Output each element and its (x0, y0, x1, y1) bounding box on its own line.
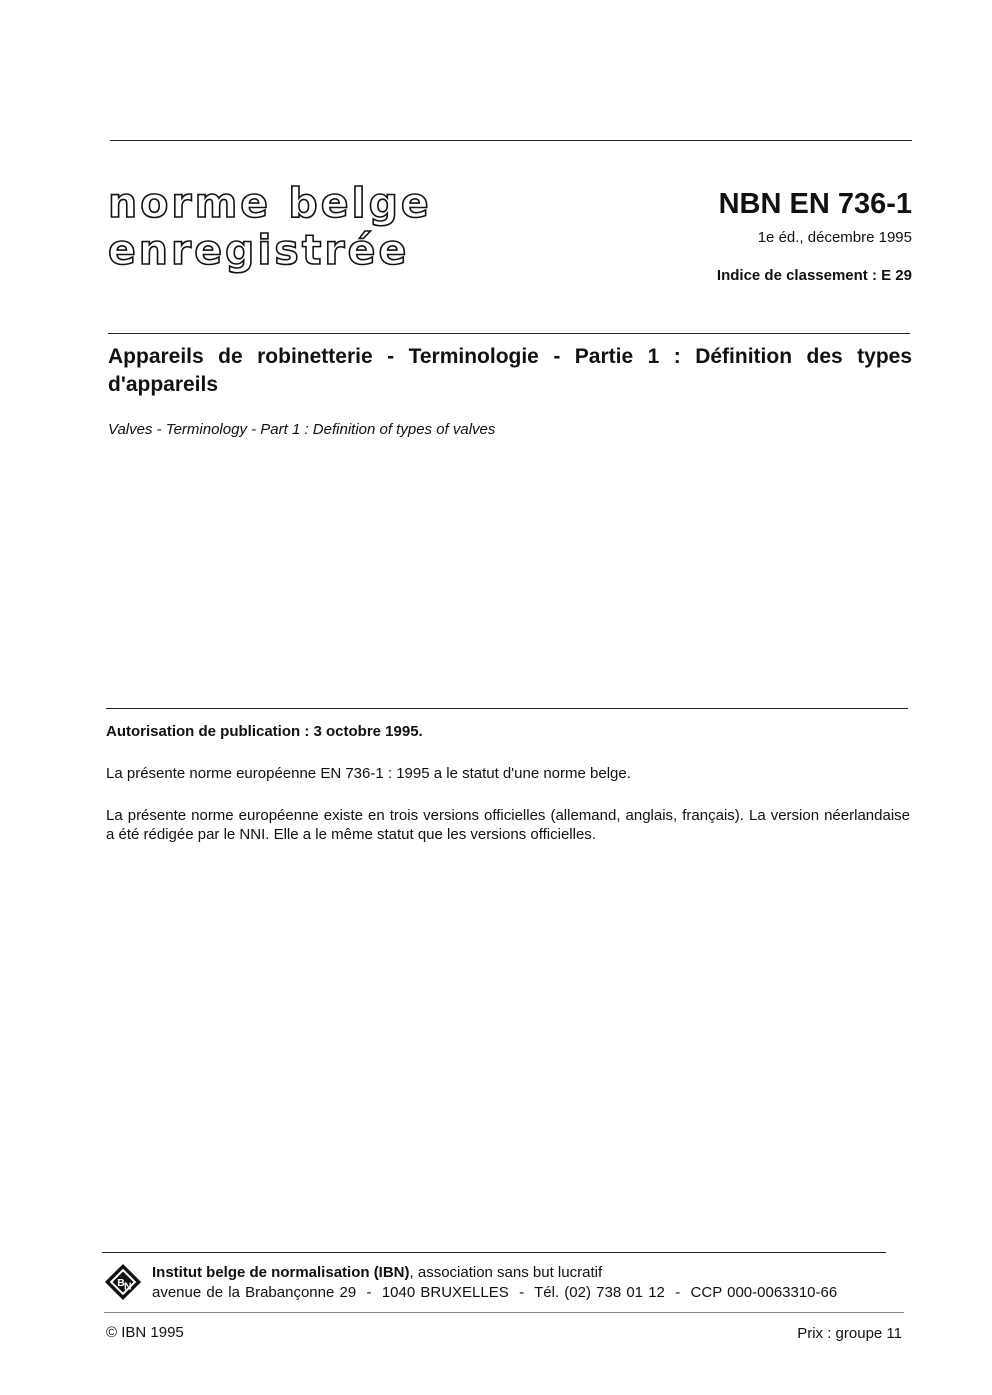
svg-text:N: N (123, 1281, 132, 1293)
publication-authorization: Autorisation de publication : 3 octobre 1995. (106, 723, 423, 740)
footer-rule (102, 1252, 886, 1253)
top-rule (110, 140, 912, 141)
header-title (108, 180, 528, 274)
organization-address: avenue de la Brabançonne 29 - 1040 BRUXELLES - Tél. (02) 738 01 12 - CCP 000-0063310-66 (152, 1284, 838, 1301)
bottom-rule (104, 1312, 904, 1313)
standard-number: NBN EN 736-1 (718, 188, 912, 220)
copyright: © IBN 1995 (106, 1324, 184, 1341)
status-paragraph: La présente norme européenne EN 736-1 : 1995 a le statut d'une norme belge. (106, 765, 631, 782)
document-title: Appareils de robinetterie - Terminologie - Partie 1 : Définition des types d'appareils (108, 345, 912, 396)
svg-text:B: B (117, 1277, 125, 1289)
organization-line (152, 1264, 602, 1281)
price-group: Prix : groupe 11 (797, 1325, 902, 1342)
header-title-line2: enregistrée (108, 226, 410, 274)
versions-paragraph: La présente norme européenne existe en trois versions officielles (allemand, anglais, français). La version néerlandaise a été rédigée par le NNI. Elle a le même statut que les versions officielles. (106, 807, 910, 843)
document-title-english: Valves - Terminology - Part 1 : Definition of types of valves (108, 421, 496, 438)
organization-name: Institut belge de normalisation (IBN) (152, 1264, 410, 1281)
organization-suffix: , association sans but lucratif (409, 1264, 603, 1281)
middle-rule (106, 708, 908, 709)
ibn-logo-icon (104, 1263, 142, 1301)
header-title-line1: norme belge (108, 179, 432, 227)
classification-index: Indice de classement : E 29 (716, 267, 912, 284)
header-rule (108, 333, 910, 334)
edition-date: 1e éd., décembre 1995 (757, 229, 912, 246)
